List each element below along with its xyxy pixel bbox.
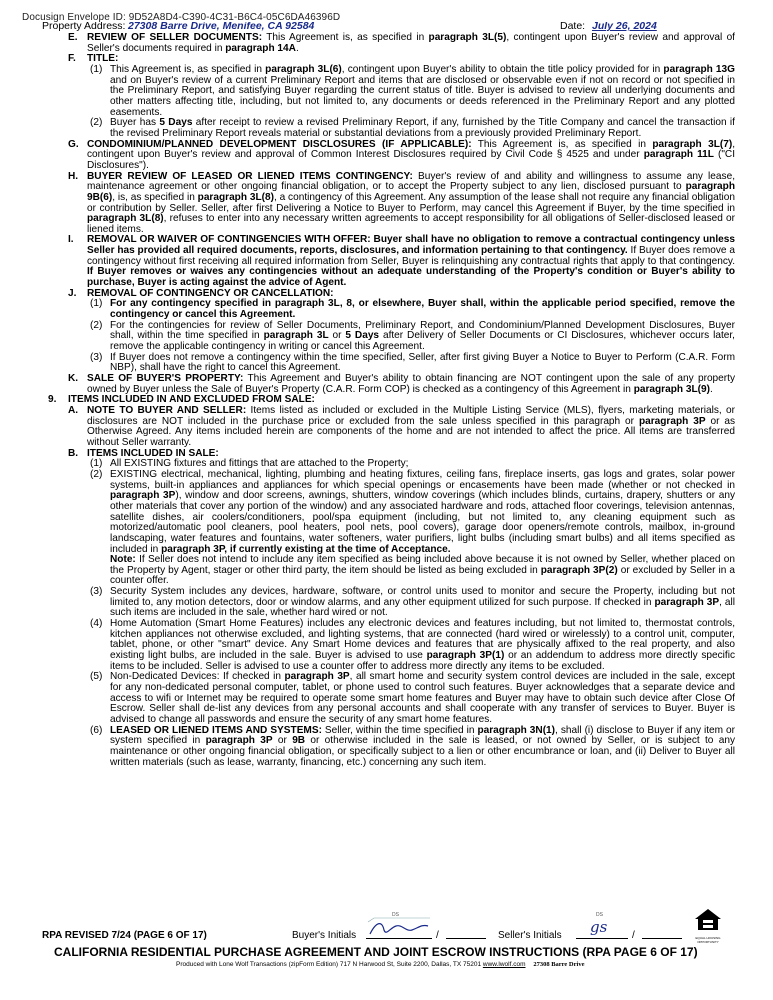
text: This Agreement and Buyer's ability to obtain financing are NOT contingent upon the sale of any property owned by Buyer unless the Sale of Buyer's Property (C.A.R. Form COP) is checked as a contingency of this Agreement in bbox=[87, 373, 735, 395]
document-body bbox=[30, 33, 735, 768]
text: Seller, within the time specified in bbox=[321, 724, 478, 736]
text: or an addendum to address more directly specific items to be included. Seller is advised to use a counter offer to address more directly any items to be excluded. bbox=[110, 650, 735, 672]
text: ("CI Disclosures"). bbox=[87, 149, 736, 171]
text: This Agreement is, as specified in bbox=[262, 32, 429, 43]
property-address-value: 27308 Barre Drive, Menifee, CA 92584 bbox=[128, 22, 315, 32]
text: after Delivery of Seller Documents or CI Disclosures, whichever occurs later, remove the applicable contingency in writing or cancel this Agreement. bbox=[110, 330, 735, 353]
text: , contingent upon Buyer's review and approval of Seller's documents required in bbox=[87, 32, 735, 54]
note-label: Note: bbox=[110, 554, 136, 566]
text: or otherwise included in the sale is leased, or not owned by Seller, or is subject to any maintenance or other ongoing financial obligation, or specifically subject to a lien or other encumbrance or loan, and (ii) Deliver to Buyer all written materials (such as lease, warranty, financing, etc.) concerning any such item. bbox=[110, 735, 735, 768]
seller-initials-label: Seller's Initials bbox=[498, 930, 562, 941]
date-label: Date: bbox=[560, 22, 586, 32]
section-9b-item-5 bbox=[30, 672, 735, 725]
initials-separator: / bbox=[632, 930, 635, 941]
section-9a bbox=[30, 406, 735, 449]
paragraph-ref: 5 Days bbox=[345, 330, 380, 342]
section-k bbox=[30, 374, 735, 395]
docusign-envelope-id: Docusign Envelope ID: 9D52A8D4-C390-4C31-B6C4-05C6DA46396D bbox=[22, 12, 341, 23]
section-j-item-1 bbox=[30, 299, 735, 320]
ds-tag: DS bbox=[596, 912, 603, 918]
paragraph-ref: paragraph 3L(9) bbox=[633, 383, 710, 395]
paragraph-ref: paragraph 14A bbox=[225, 42, 296, 54]
eho-caption: EQUAL HOUSING OPPORTUNITY bbox=[695, 936, 721, 944]
text: If Seller does not intend to include any item specified as being included above because it is not owned by Seller, whether placed on the Property by Agent, stager or other third party, the item should be listed as being excluded in bbox=[110, 554, 735, 576]
text: , is, as specified in bbox=[112, 191, 198, 203]
section-title: SALE OF BUYER'S PROPERTY: bbox=[87, 373, 244, 384]
section-label: K. bbox=[68, 373, 79, 384]
paragraph-ref: paragraph 3L(8) bbox=[87, 213, 164, 225]
text: , shall (i) disclose to Buyer if any item or system specified in bbox=[110, 724, 736, 747]
text: This Agreement is, as specified in bbox=[110, 63, 266, 75]
text: or excluded by Seller in a counter offer. bbox=[110, 564, 735, 587]
section-label: E. bbox=[68, 32, 78, 43]
text: Non-Dedicated Devices: If checked in bbox=[110, 671, 285, 683]
section-9b-item-4 bbox=[30, 619, 735, 672]
item-label: (2) bbox=[90, 117, 103, 129]
paragraph-ref: paragraph 3P bbox=[205, 735, 273, 747]
text: Buyer's review of and ability and willingness to assume any lease, maintenance agreement or other ongoing financial obligation, or to accept the Property subject to any lien, disclosed pursuant to bbox=[87, 170, 735, 193]
text: or bbox=[272, 735, 293, 747]
text: . bbox=[709, 383, 713, 395]
section-label: J. bbox=[68, 287, 77, 299]
text: , contingent upon Buyer's review and approval of Common Interest Disclosures required by Civil Code § 4525 and under bbox=[87, 138, 736, 161]
section-label: B. bbox=[68, 447, 79, 459]
paragraph-ref: 9B bbox=[292, 735, 306, 747]
paragraph-ref: paragraph 3P bbox=[638, 415, 706, 427]
text: , contingent upon Buyer's ability to obtain the title policy provided for in bbox=[341, 63, 664, 75]
section-j-item-3 bbox=[30, 353, 735, 374]
paragraph-ref: paragraph 3L bbox=[263, 330, 329, 342]
text: Security System includes any devices, hardware, software, or control units used to monitor and secure the Property, including but not limited to, any motion detectors, door or window alarms, and any other equipment utilized for such purpose. If checked in bbox=[110, 586, 735, 608]
text: If Buyer does remove a contingency without first receiving all required information from Seller, Buyer is relinquishing any contractual rights that apply to that contingency. bbox=[87, 245, 735, 267]
buyer-signature-mark bbox=[366, 916, 432, 938]
seller-initials-field-1[interactable] bbox=[576, 912, 628, 939]
section-title: ITEMS INCLUDED IN AND EXCLUDED FROM SALE: bbox=[68, 394, 315, 406]
text: If Buyer does not remove a contingency within the time specified, Seller, after first giving Buyer a Notice to Buyer to Perform (C.A.R. Form NBP), shall have the right to cancel this Agreement. bbox=[110, 351, 735, 374]
section-title: BUYER REVIEW OF LEASED OR LIENED ITEMS CONTINGENCY: bbox=[87, 170, 413, 182]
text: , refuses to enter into any necessary written agreements to accept responsibility for all obligations of Seller-disclosed leased or liened items. bbox=[87, 213, 736, 235]
item-label: (3) bbox=[90, 586, 103, 598]
date-value: July 26, 2024 bbox=[592, 22, 657, 32]
bold-text: For any contingency specified in paragraph 3L, 8, or elsewhere, Buyer shall, within the applicable period specified, remove the contingency or cancel this Agreement. bbox=[110, 298, 735, 321]
text: Home Automation (Smart Home Features) includes any electronic devices and features including, but not limited to, thermostat controls, kitchen appliances not otherwise excluded, and lighting systems, that are connected (hard wired or wirelessly) to a control unit, computer, tablet, phone, or other "smart" device. Any Smart Home devices and features that are physically affixed to the real property, and also existing light bulbs, are included in the sale. Buyer is advised to use bbox=[110, 618, 735, 662]
seller-initials-field-2[interactable] bbox=[642, 916, 682, 939]
text: or bbox=[328, 330, 346, 342]
item-label: (4) bbox=[90, 618, 103, 630]
footer-property: 27308 Barre Drive bbox=[533, 961, 585, 968]
section-h bbox=[30, 172, 735, 236]
paragraph-ref: paragraph 3P, if currently existing at the time of Acceptance. bbox=[161, 543, 451, 555]
house-icon bbox=[693, 907, 723, 931]
property-address-label: Property Address: bbox=[42, 22, 126, 32]
paragraph-ref: paragraph 3P bbox=[654, 596, 720, 608]
item-label: (3) bbox=[90, 351, 103, 363]
text: For the contingencies for review of Seller Documents, Preliminary Report, and Condominium/Planned Development Disclosures, Buyer shall, within the time specified in bbox=[110, 319, 735, 342]
text: and on Buyer's review of a current Preliminary Report and items that are disclosed or observable even if not on record or not specified in the Preliminary Report, and satisfying Buyer regarding the current status of title. Buyer is advised to review all underlying documents and other matters affecting title, including, but not limited to, any documents or deeds referenced in the Preliminary Report and any plotted easements. bbox=[110, 74, 735, 118]
bold-text: If Buyer removes or waives any contingencies without an adequate understanding of the Property's condition or Buyer's ability to purchase, Buyer is acting against the advice of Agent. bbox=[87, 266, 735, 289]
section-label: G. bbox=[68, 138, 79, 150]
paragraph-ref: paragraph 3L(8) bbox=[197, 191, 274, 203]
form-title-footer: CALIFORNIA RESIDENTIAL PURCHASE AGREEMENT AND JOINT ESCROW INSTRUCTIONS (RPA PAGE 6 OF 17) bbox=[54, 945, 698, 959]
section-label: H. bbox=[68, 170, 79, 182]
item-label: (1) bbox=[90, 458, 103, 470]
seller-initials-mark: gs bbox=[590, 918, 608, 936]
text: Items listed as included or excluded in the Multiple Listing Service (MLS), flyers, marketing materials, or disclosures are NOT included in the purchase price or excluded from the sale unless specified in this paragraph or bbox=[87, 404, 735, 427]
section-title: ITEMS INCLUDED IN SALE: bbox=[87, 447, 219, 459]
text: Buyer has bbox=[110, 117, 160, 129]
initials-separator: / bbox=[436, 930, 439, 941]
buyer-initials-label: Buyer's Initials bbox=[292, 930, 357, 941]
section-label: A. bbox=[68, 404, 79, 416]
paragraph-ref: paragraph 3L(7) bbox=[652, 138, 733, 150]
text: This Agreement is, as specified in bbox=[471, 138, 653, 150]
item-label: (2) bbox=[90, 468, 103, 480]
section-title: NOTE TO BUYER AND SELLER: bbox=[87, 404, 247, 416]
producer-text: Produced with Lone Wolf Transactions (zipForm Edition) 717 N Harwood St, Suite 2200, Dallas, TX 75201 bbox=[176, 961, 482, 968]
text: , all smart home and security system control devices are included in the sale, except for any non-dedicated personal computer, tablet, or phone used to control such features. Buyer acknowledges that a separate device and access to wifi or Internet may be required to operate some smart home features and Buyer may have to obtain such device after Close Of Escrow. Seller shall de-list any devices from any personal accounts and shall cooperate with any transfer of services to Buyer. Buyer is advised to change all passwords and ensure the security of any smart home features. bbox=[110, 671, 735, 725]
buyer-initials-field-1[interactable] bbox=[366, 912, 432, 939]
section-title: REMOVAL OF CONTINGENCY OR CANCELLATION: bbox=[87, 287, 334, 299]
section-9b-item-2 bbox=[30, 470, 735, 587]
section-title: REMOVAL OR WAIVER OF CONTINGENCIES WITH OFFER: Buyer shall have no obligation to remove a contractual contingency unless Seller has provided all required documents, reports, disclosures, and information pertaining to that contingency. bbox=[87, 234, 735, 257]
item-label: (6) bbox=[90, 724, 103, 736]
paragraph-ref: paragraph 3P bbox=[110, 490, 176, 502]
section-e bbox=[30, 33, 735, 54]
text: All EXISTING fixtures and fittings that are attached to the Property; bbox=[110, 458, 409, 470]
section-i bbox=[30, 235, 735, 288]
text: or as Otherwise Agreed. Any items included herein are components of the home and are not intended to affect the price. All items are transferred without Seller warranty. bbox=[87, 415, 735, 448]
item-label: (1) bbox=[90, 63, 103, 75]
paragraph-ref: paragraph 3N(1) bbox=[477, 724, 556, 736]
initials-row bbox=[42, 912, 742, 946]
text: ), window and door screens, awnings, shutters, window coverings (which includes blinds, curtains, drapery, shutters or any other materials that cover any portion of the window) and any associated hardware and rods, attached floor coverings, television antennas, satellite dishes, air coolers/conditioners, pool/spa equipment (including, but not limited to, any cleaning equipment such as motorized/automatic pool cleaners, pool heaters, pool nets, pool covers), garage door openers/remote controls, mailbox, in-ground landscaping, water features and fountains, water softeners, water purifiers, light bulbs (including smart bulbs) and all items specified as included in bbox=[110, 490, 735, 555]
paragraph-ref: paragraph 3P(2) bbox=[540, 564, 618, 576]
form-revision: RPA REVISED 7/24 (PAGE 6 OF 17) bbox=[42, 930, 207, 941]
text: , a contingency of this Agreement. Any assumption of the lease shall not require any financial obligation or contribution by Seller. Seller, after first Delivering a Notice to Buyer to Perform, may cancel this Agreement if Buyer, by the time specified in bbox=[87, 191, 736, 214]
paragraph-ref: paragraph 3L(6) bbox=[265, 63, 342, 75]
section-f-item-2 bbox=[30, 118, 735, 139]
ds-tag: DS bbox=[392, 912, 399, 918]
producer-line bbox=[176, 961, 584, 968]
paragraph-ref: 5 Days bbox=[159, 117, 193, 129]
paragraph-ref: paragraph 13G bbox=[663, 63, 735, 75]
item-label: (1) bbox=[90, 298, 103, 310]
section-label: F. bbox=[68, 53, 76, 65]
text: , all such items are included in the sale, whether hard wired or not. bbox=[110, 596, 736, 619]
section-title: CONDOMINIUM/PLANNED DEVELOPMENT DISCLOSURES (IF APPLICABLE): bbox=[87, 138, 472, 150]
section-j-item-2 bbox=[30, 321, 735, 353]
paragraph-ref: paragraph 3L(5) bbox=[428, 32, 507, 43]
item-label: (5) bbox=[90, 671, 103, 683]
section-title: LEASED OR LIENED ITEMS AND SYSTEMS: bbox=[110, 724, 322, 736]
section-title: TITLE: bbox=[87, 53, 119, 65]
section-label: I. bbox=[68, 234, 74, 246]
section-9b-item-6 bbox=[30, 726, 735, 769]
text: after receipt to review a revised Preliminary Report, if any, furnished by the Title Company and cancel the transaction if the revised Preliminary Report reveals material or substantial deviations from a previously provided Preliminary Report. bbox=[110, 117, 735, 139]
section-number: 9. bbox=[48, 394, 57, 406]
paragraph-ref: paragraph 11L bbox=[643, 149, 714, 161]
paragraph-ref: paragraph 3P bbox=[284, 671, 350, 683]
buyer-initials-field-2[interactable] bbox=[446, 916, 486, 939]
text: EXISTING electrical, mechanical, lighting, plumbing and heating fixtures, ceiling fans, fireplace inserts, gas logs and grates, solar power systems, built-in appliances and appliances for which special openings or encasements have been made (whether or not checked in bbox=[110, 468, 735, 491]
section-title: REVIEW OF SELLER DOCUMENTS: bbox=[87, 32, 263, 43]
item-label: (2) bbox=[90, 319, 103, 331]
section-g bbox=[30, 140, 735, 172]
paragraph-ref: paragraph 9B(6) bbox=[87, 181, 735, 203]
paragraph-ref: paragraph 3P(1) bbox=[426, 650, 505, 662]
equal-housing-logo bbox=[693, 907, 723, 943]
section-9b-item-3 bbox=[30, 587, 735, 619]
producer-link[interactable]: www.lwolf.com bbox=[482, 961, 526, 968]
section-f-item-1 bbox=[30, 65, 735, 118]
text: . bbox=[295, 42, 299, 54]
